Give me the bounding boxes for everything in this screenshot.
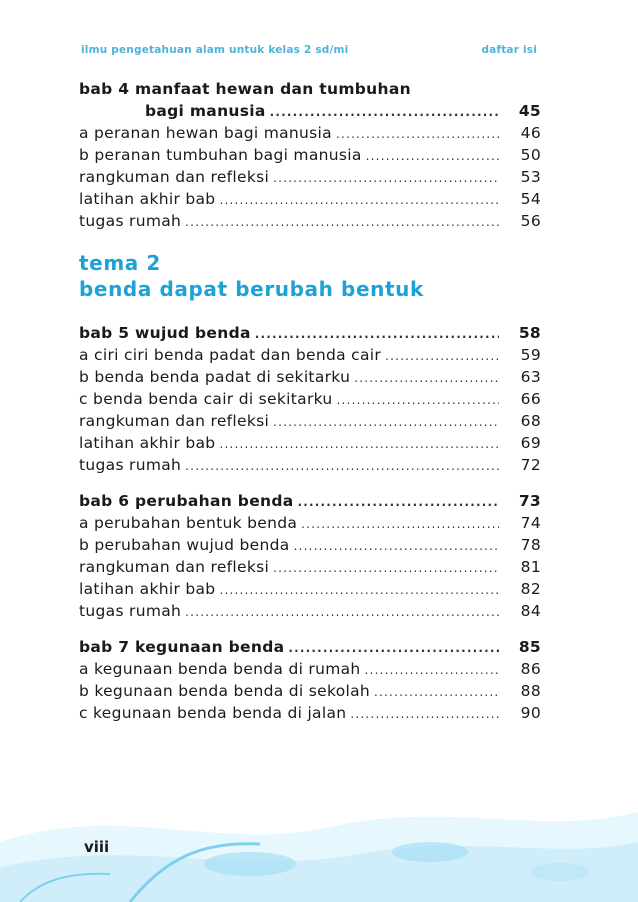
toc-entry-label: a ciri ciri benda padat dan benda cair	[79, 346, 382, 364]
toc-entry-label: latihan akhir bab	[79, 580, 216, 598]
leader-dots	[336, 123, 499, 145]
leader-dots	[298, 491, 500, 513]
toc-entry[interactable]	[79, 556, 541, 578]
bab6-page: 73	[518, 492, 541, 510]
leader-dots	[273, 411, 499, 433]
bab4-page: 45	[518, 102, 541, 120]
bab4-title-line1: bab 4 manfaat hewan dan tumbuhan	[79, 80, 411, 98]
toc-entry-page: 53	[520, 168, 541, 186]
leader-dots	[273, 557, 499, 579]
leader-dots	[185, 211, 499, 233]
theme-title-line1: tema 2	[79, 251, 161, 275]
bab7-title: bab 7 kegunaan benda	[79, 638, 285, 656]
leader-dots	[301, 513, 499, 535]
toc-entry-page: 59	[520, 346, 541, 364]
bab6-title-row[interactable]	[79, 490, 541, 512]
toc-entry-page: 54	[520, 190, 541, 208]
toc-entry[interactable]	[79, 578, 541, 600]
toc-entry-label: rangkuman dan refleksi	[79, 558, 270, 576]
leader-dots	[270, 101, 499, 123]
toc-entry[interactable]	[79, 534, 541, 556]
toc-entry-page: 88	[520, 682, 541, 700]
leader-dots	[273, 167, 499, 189]
leader-dots	[350, 703, 499, 725]
toc-entry-page: 81	[520, 558, 541, 576]
bab5-items	[79, 344, 541, 476]
running-header	[81, 44, 537, 56]
toc-entry-label: b peranan tumbuhan bagi manusia	[79, 146, 362, 164]
leader-dots	[219, 189, 499, 211]
toc-entry-page: 69	[520, 434, 541, 452]
toc-entry-label: a kegunaan benda benda di rumah	[79, 660, 361, 678]
toc-entry-label: b perubahan wujud benda	[79, 536, 290, 554]
toc-entry-page: 63	[520, 368, 541, 386]
leader-dots	[255, 323, 499, 345]
toc-entry-page: 66	[520, 390, 541, 408]
toc-entry-page: 56	[520, 212, 541, 230]
leader-dots	[219, 579, 499, 601]
toc-entry-page: 74	[520, 514, 541, 532]
bab7-page: 85	[518, 638, 541, 656]
leader-dots	[294, 535, 499, 557]
toc-entry-page: 78	[520, 536, 541, 554]
theme-title-line2: benda dapat berubah bentuk	[79, 277, 424, 301]
toc-entry[interactable]	[79, 344, 541, 366]
toc-entry-label: a perubahan bentuk benda	[79, 514, 298, 532]
leader-dots	[219, 433, 499, 455]
toc-entry[interactable]	[79, 680, 541, 702]
running-header-right: daftar isi	[481, 44, 537, 56]
toc-entry[interactable]	[79, 188, 541, 210]
toc-entry[interactable]	[79, 600, 541, 622]
toc-entry[interactable]	[79, 122, 541, 144]
leader-dots	[365, 659, 499, 681]
toc-entry[interactable]	[79, 144, 541, 166]
toc-entry-label: rangkuman dan refleksi	[79, 412, 270, 430]
bab6-title: bab 6 perubahan benda	[79, 492, 294, 510]
toc-entry-label: rangkuman dan refleksi	[79, 168, 270, 186]
toc-entry-label: a peranan hewan bagi manusia	[79, 124, 332, 142]
toc-entry-page: 46	[520, 124, 541, 142]
toc-entry-label: c kegunaan benda benda di jalan	[79, 704, 347, 722]
toc-entry-label: b kegunaan benda benda di sekolah	[79, 682, 371, 700]
toc-entry[interactable]	[79, 166, 541, 188]
toc-entry-label: c benda benda cair di sekitarku	[79, 390, 333, 408]
toc-entry[interactable]	[79, 388, 541, 410]
bab7-title-row[interactable]	[79, 636, 541, 658]
toc-entry-label: b benda benda padat di sekitarku	[79, 368, 351, 386]
leader-dots	[366, 145, 499, 167]
toc-entry[interactable]	[79, 210, 541, 232]
toc-entry[interactable]	[79, 512, 541, 534]
toc-entry[interactable]	[79, 432, 541, 454]
toc-entry-page: 90	[520, 704, 541, 722]
leader-dots	[185, 601, 499, 623]
bab5-title: bab 5 wujud benda	[79, 324, 251, 342]
bab5-page: 58	[518, 324, 541, 342]
leader-dots	[354, 367, 499, 389]
leader-dots	[385, 345, 499, 367]
toc-entry[interactable]	[79, 454, 541, 476]
toc-entry-page: 82	[520, 580, 541, 598]
bab4-title-line2: bagi manusia	[145, 102, 266, 120]
toc-entry[interactable]	[79, 366, 541, 388]
toc-entry-page: 84	[520, 602, 541, 620]
running-header-left: ilmu pengetahuan alam untuk kelas 2 sd/mi	[81, 44, 349, 56]
bab6-items	[79, 512, 541, 622]
toc-entry[interactable]	[79, 702, 541, 724]
toc-entry-page: 86	[520, 660, 541, 678]
toc-entry-label: latihan akhir bab	[79, 190, 216, 208]
toc-entry-label: tugas rumah	[79, 212, 182, 230]
leader-dots	[374, 681, 499, 703]
bab4-title-row[interactable]	[79, 100, 541, 122]
leader-dots	[337, 389, 499, 411]
toc-entry-label: latihan akhir bab	[79, 434, 216, 452]
table-of-contents	[79, 78, 541, 724]
bab4-items	[79, 122, 541, 232]
page-number: viii	[84, 838, 110, 856]
toc-entry-page: 68	[520, 412, 541, 430]
toc-entry-label: tugas rumah	[79, 602, 182, 620]
toc-entry[interactable]	[79, 410, 541, 432]
toc-entry-page: 72	[520, 456, 541, 474]
bab5-title-row[interactable]	[79, 322, 541, 344]
toc-entry-label: tugas rumah	[79, 456, 182, 474]
bab7-items	[79, 658, 541, 724]
toc-entry[interactable]	[79, 658, 541, 680]
toc-entry-page: 50	[520, 146, 541, 164]
leader-dots	[288, 637, 499, 659]
leader-dots	[185, 455, 499, 477]
